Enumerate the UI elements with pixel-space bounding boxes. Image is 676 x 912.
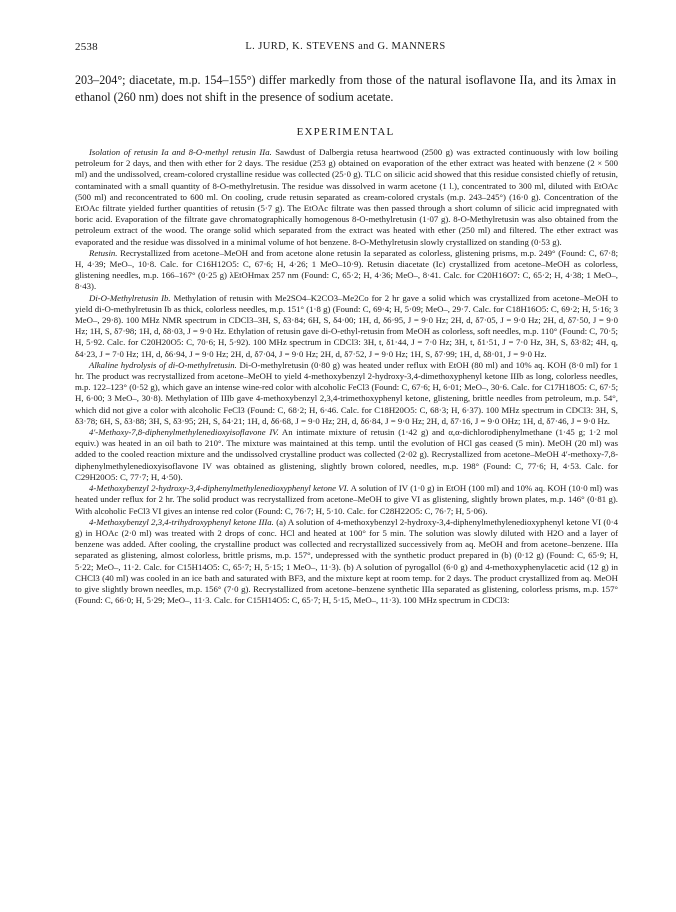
- paragraph-alkaline-hydrolysis: [75, 360, 618, 427]
- paragraph-text: Recrystallized from acetone–MeOH and from acetone alone retusin Ia separated as colorless, glistening prisms, m.p. 249° (Found: C, 67·8; H, 4·39; MeO–, 10·8. Calc. for C16H12O5: C, 67·6; H, 4·26; 1 MeO–10·9). Retusin diacetate (Ic) crystallized from acetone–MeOH as colorless, glistening needles, m.p. 166–167° (0·25 g) λEtOHmax 257 nm (Found: C, 65·2; H, 4·36; MeO–, 8·41. Calc. for C20H16O7: C, 65·2; H, 4·38; 1 MeO–, 8·43).: [75, 247, 618, 292]
- paragraph-dimethylretusin: [75, 293, 618, 360]
- experimental-body: [75, 147, 618, 899]
- paragraph-lead: Alkaline hydrolysis of di-O-methylretusin.: [89, 359, 237, 370]
- paragraph-retusin: [75, 248, 618, 293]
- paragraph-lead: Isolation of retusin Ia and 8-O-methyl retusin IIa.: [89, 147, 272, 157]
- paragraph-text: Methylation of retusin with Me2SO4–K2CO3–Me2Co for 2 hr gave a solid which was crystallized from acetone–MeOH to yield di-O-methylretusin Ib as thick, colorless needles, m.p. 151° (1·8 g) (Found: C, 69·4; H, 5·09; MeO–, 29·7. Calc. for C18H16O5: C, 69·2; H, 5·16; 3 MeO–, 29·8). 100 MHz NMR spectrum in CDCl3–3H, S, δ3·84; 6H, S, δ4·00; 1H, d, δ6·95, J = 9·0 Hz; 2H, d, δ7·05, J = 9·0 Hz; 2H, d, δ7·50, J = 9·0 Hz; 1H, S, δ7·98; 1H, d, δ8·03, J = 9·0 Hz. Ethylation of retusin gave di-O-ethyl-retusin from MeOH as colorless, soft needles, m.p. 110° (Found: C, 70·5; H, 5·92. Calc. for C20H20O5: C, 70·6; H, 5·92). 100 MHz spectrum in CDCl3: 3H, t, δ1·44, J = 7·0 Hz; 3H, t, δ1·51, J = 7·0 Hz, 3H, S, δ3·82; 4H, q, δ4·23, J = 7·0 Hz; 1H, d, δ6·94, J = 9·0 Hz; 2H, d, δ7·04, J = 9·0 Hz; 2H, d, δ7·52, J = 9·0 Hz; 1H, S, δ7·99; 1H, d, δ8·01, J = 9·0 Hz.: [75, 292, 618, 359]
- paragraph-isoflavone-iv: [75, 427, 618, 483]
- paragraph-lead: 4-Methoxybenzyl 2,3,4-trihydroxyphenyl ketone IIIa.: [89, 516, 274, 527]
- paragraph-text: Di-O-methylretusin (0·80 g) was heated under reflux with EtOH (80 ml) and 10% aq. KOH (8·0 ml) for 1 hr. The product was recrystallized from acetone–MeOH to yield 4-methoxybenzyl 2-hydroxy-3,4-dimethoxyphenyl ketone IIIb as long, colorless needles, m.p. 122–123° (0·52 g), which gave an intense wine-red color with alcoholic FeCl3 (Found: C, 67·6; H, 6·01; MeO–, 30·6. Calc. for C17H18O5: C, 67·5; H, 6·00; 3 MeO–, 30·8). Methylation of IIIb gave 4-methoxybenzyl 2,3,4-trimethoxyphenyl ketone, glistening, brittle needles from petroleum, m.p. 54°, which did not give a color with alcoholic FeCl3 (Found: C, 68·2; H, 6·46. Calc. for C18H20O5: C, 68·3; H, 6·37). 100 MHz spectrum in CDCl3: 3H, S, δ3·78; 6H, S, δ3·88; 3H, S, δ3·95; 2H, S, δ4·21; 1H, d, δ6·68, J = 9·0 Hz; 2H, d, δ6·84, J = 9·0 Hz; 2H, d, δ7·16, J = 9·0 OHz; 1H, d, δ7·46, J = 9·0 Hz.: [75, 359, 618, 426]
- paragraph-lead: 4-Methoxybenzyl 2-hydroxy-3,4-diphenylmethylenedioxyphenyl ketone VI.: [89, 483, 349, 494]
- paragraph-text: An intimate mixture of retusin (1·42 g) and α,α-dichlorodiphenylmethane (1·45 g; 1·2 mol equiv.) was heated in an oil bath to 210°. The mixture was maintained at this temp. until the evolution of HCl gas ceased (5 min). MeOH (20 ml) was added to the cooled reaction mixture and the undissolved crystalline product was collected (2·02 g). Recrystallized from acetone–MeOH 4′-methoxy-7,8-diphenylmethylenedioxyisoflavone IV was obtained as glistening, slightly brown colored, needles, m.p. 198° (Found: C, 77·6; H, 4·53. Calc. for C29H20O5: C, 77·7; H, 4·50).: [75, 427, 618, 482]
- paragraph-isolation: [75, 147, 618, 248]
- paragraph-lead: 4′-Methoxy-7,8-diphenylmethylenedioxyisoflavone IV.: [89, 427, 279, 438]
- intro-paragraph: 203–204°; diacetate, m.p. 154–155°) differ markedly from those of the natural isoflavone IIa, and its λmax in ethanol (260 nm) does not shift in the presence of sodium acetate.: [75, 73, 616, 104]
- page-number: 2538: [75, 41, 98, 53]
- paragraph-text: A solution of IV (1·0 g) in EtOH (100 ml) and 10% aq. KOH (10·0 ml) was heated under reflux for 2 hr. The solid product was recrystallized from acetone–MeOH to give VI as glistening, slightly brown plates, m.p. 146° (0·81 g). With alcoholic FeCl3 VI gives an intense red color (Found: C, 76·7; H, 5·10. Calc. for C28H22O5: C, 76·7; H, 5·06).: [75, 483, 618, 516]
- running-header: [75, 41, 616, 57]
- paragraph-text: (a) A solution of 4-methoxybenzyl 2-hydroxy-3,4-diphenylmethylenedioxyphenyl ketone VI (0·4 g) in HOAc (2·0 ml) was treated with 2 drops of conc. HCl and heated at 100° for 5 min. The solution was slowly diluted with H2O and a layer of benzene was added. After cooling, the crystalline product was collected and recrystallized successively from aq. MeOH and from acetone–benzene. IIIa separated as glistening, almost colorless, brittle prisms, m.p. 157°, undepressed with the synthetic product prepared in (b) (0·12 g) (Found: C, 65·9; H, 5·22; MeO–, 11·2. Calc. for C15H14O5: C, 65·7; H, 5·15; 1 MeO–, 11·3). (b) A solution of pyrogallol (6·0 g) and 4-methoxyphenylacetic acid (12 g) in CHCl3 (40 ml) was cooled in an ice bath and saturated with BF3, and the mixture kept at room temp. for 2 days. The product crystallized from aq. MeOH to give slightly brown needles, m.p. 156° (7·0 g). Recrystallized from acetone–benzene synthetic IIIa separated as glistening, colorless prisms, m.p. 157° (Found: C, 66·0; H, 5·29; MeO–, 11·3. Calc. for C15H14O5: C, 65·7; H, 5·15, MeO–, 11·3). 100 MHz spectrum in CDCl3:: [75, 516, 618, 606]
- paragraph-lead: Di-O-Methylretusin Ib.: [89, 292, 171, 303]
- section-heading: EXPERIMENTAL: [296, 126, 395, 138]
- running-authors: L. JURD, K. STEVENS and G. MANNERS: [245, 41, 446, 52]
- paragraph-ketone-iiia: [75, 517, 618, 607]
- paragraph-text: Sawdust of Dalbergia retusa heartwood (2500 g) was extracted continuously with low boiling petroleum for 2 days, and then with ether for 2 days. The residue (253 g) obtained on evaporation of the ether extract was heated with benzene (2 × 500 ml) and the undissolved, cream-colored crystalline residue was collected (25·0 g). TLC on silicic acid showed that this residue consisted chiefly of retusin, contaminated with a small quantity of 8-O-methylretusin. The residue was dissolved in warm acetone (1 l.), concentrated to 300 ml, diluted with EtOAc (500 ml) and reconcentrated to 600 ml. On cooling, crude retusin separated as cream-colored crystals (m.p. 243–245°) (16·0 g). Concentration of the EtOAc filtrate yielded further quantities of retusin (5·7 g). The EtOAc filtrate was then passed through a short column of silicic acid impregnated with boric acid. Evaporation of the filtrate gave chromatographically homogenous 8-O-methylretusin (1·07 g). 8-O-Methylretusin was also obtained from the petroleum extract of the wood. The orange solid which separated from the extract was heated with ether (250 ml) and filtered. The ether extract was evaporated and the residue was dissolved in a minimal volume of hot benzene. 8-O-Methylretusin slowly crystallized on standing (0·53 g).: [75, 147, 618, 247]
- paragraph-ketone-vi: [75, 483, 618, 517]
- paragraph-lead: Retusin.: [89, 247, 118, 258]
